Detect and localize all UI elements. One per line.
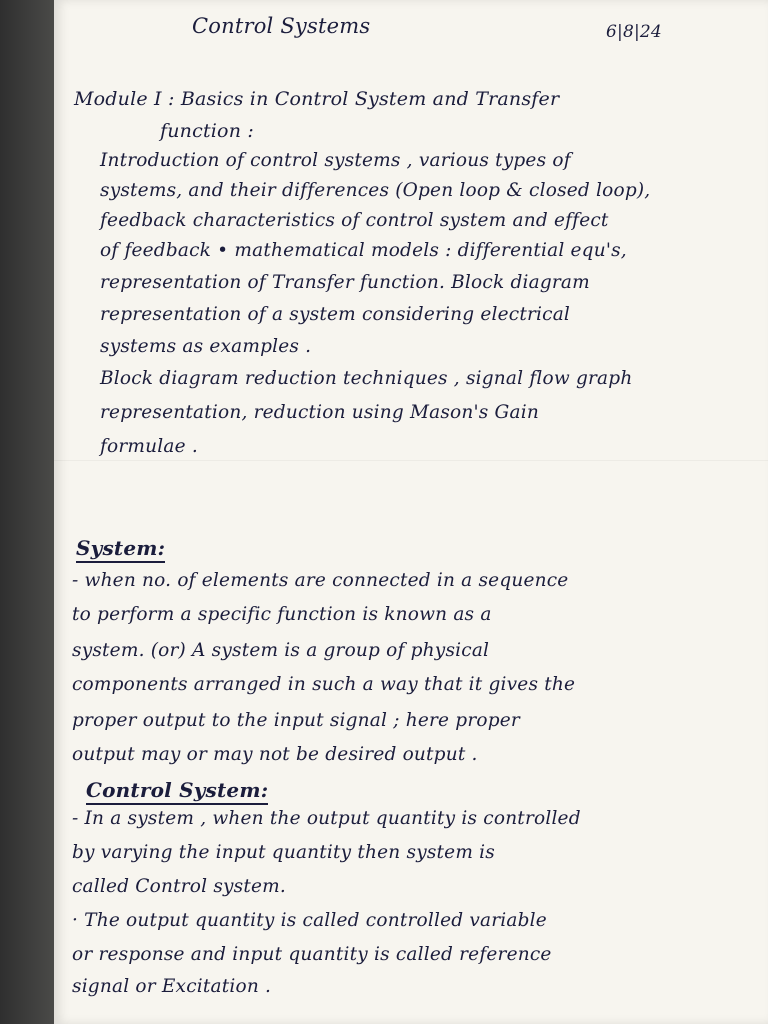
control-system-heading: Control System:	[86, 778, 268, 802]
control-system-line: signal or Excitation .	[72, 976, 272, 997]
system-line: system. (or) A system is a group of physical	[72, 640, 490, 661]
system-heading: System:	[76, 536, 165, 560]
syllabus-line: Introduction of control systems , various types of	[100, 150, 571, 171]
syllabus-line: feedback characteristics of control system and effect	[100, 210, 609, 231]
control-system-line: called Control system.	[72, 876, 286, 897]
system-line: components arranged in such a way that it gives the	[72, 674, 576, 695]
control-system-line: · The output quantity is called controlled variable	[72, 910, 547, 931]
page-fold	[54, 460, 768, 461]
system-line: output may or may not be desired output .	[72, 744, 478, 765]
system-line: to perform a specific function is known as a	[72, 604, 492, 625]
control-system-line: - In a system , when the output quantity is controlled	[72, 808, 581, 829]
module-heading-continued: function :	[160, 120, 254, 142]
system-line: proper output to the input signal ; here proper	[72, 710, 520, 731]
system-line: - when no. of elements are connected in a sequence	[72, 570, 569, 591]
page-title: Control Systems	[192, 14, 371, 38]
syllabus-line: representation of a system considering electrical	[100, 304, 571, 325]
syllabus-line: representation, reduction using Mason's Gain	[100, 402, 539, 423]
page-date: 6|8|24	[606, 22, 662, 42]
syllabus-line: systems as examples .	[100, 336, 312, 357]
module-heading: Module I : Basics in Control System and Transfer	[74, 88, 560, 110]
control-system-line: or response and input quantity is called reference	[72, 944, 552, 965]
background-edge	[0, 0, 54, 1024]
syllabus-line: Block diagram reduction techniques , signal flow graph	[100, 368, 633, 389]
control-system-line: by varying the input quantity then system is	[72, 842, 495, 863]
syllabus-line: systems, and their differences (Open loop & closed loop),	[100, 180, 651, 201]
syllabus-line: formulae .	[100, 436, 198, 457]
notebook-page	[54, 0, 768, 1024]
syllabus-line: representation of Transfer function. Block diagram	[100, 272, 590, 293]
syllabus-line: of feedback • mathematical models : differential equ's,	[100, 240, 627, 261]
